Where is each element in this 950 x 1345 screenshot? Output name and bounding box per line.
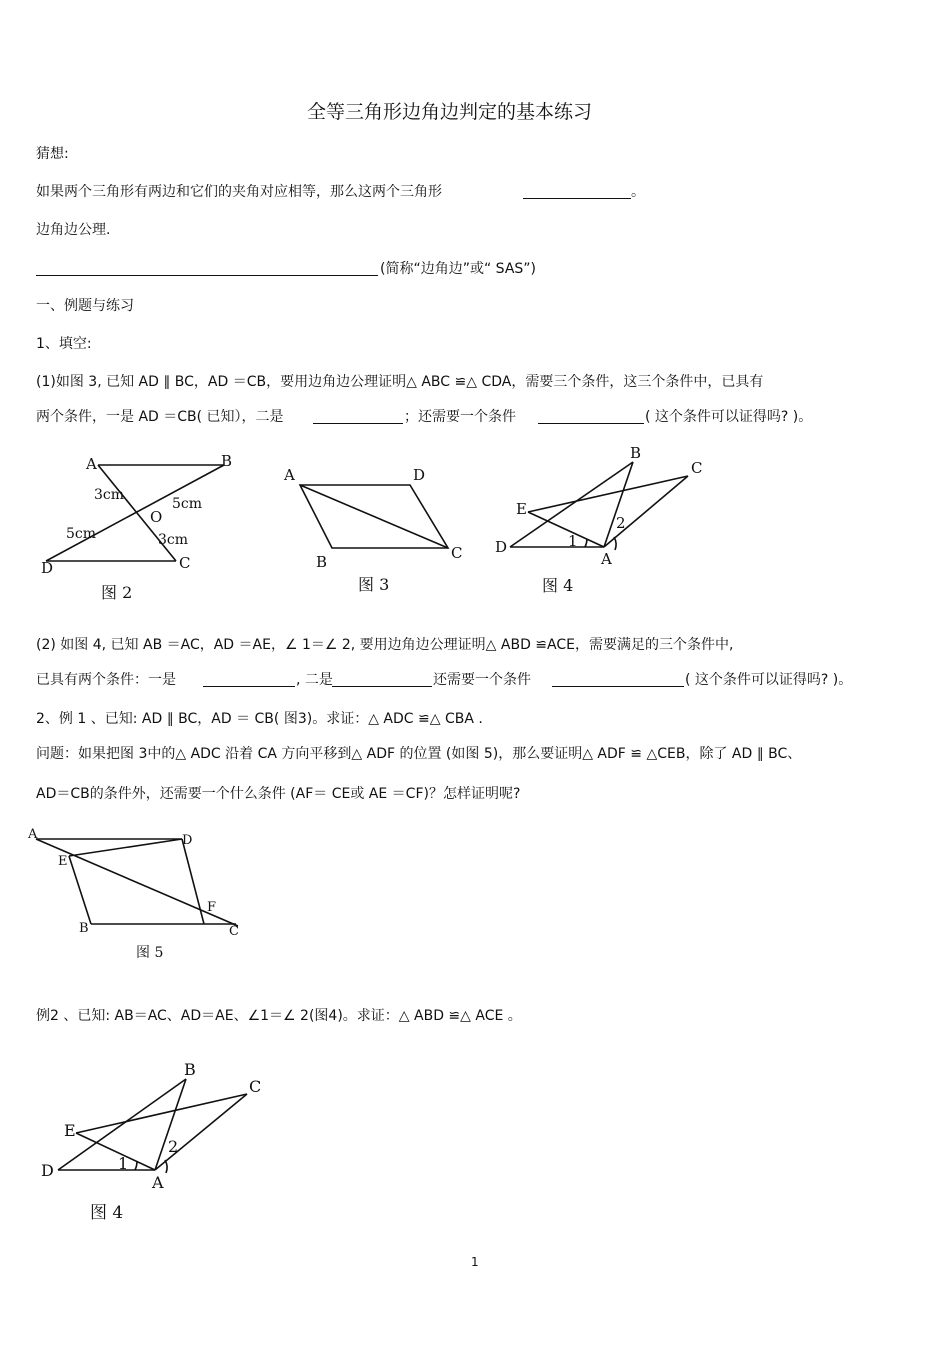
guess-label: 猜想: [36,146,69,162]
fig2-len-bo: 5cm [172,496,203,512]
segment-bd [46,465,224,561]
q1-2-line2b: , 二是 [296,672,333,688]
q1-1-line2a: 两个条件，一是 AD ＝CB( 已知），二是 [36,409,284,425]
fig4-label-b: B [630,444,642,462]
fig4-angle-1: 1 [568,532,578,550]
angle-1-arc [585,539,587,547]
segment-eb [69,856,91,924]
q1-1-line2c: ( 这个条件可以证得吗? )。 [645,409,813,425]
segment-ed [69,839,182,856]
figure-4 [490,440,720,600]
figure-2 [36,448,233,608]
fig5-label-f: F [207,900,217,915]
fig5-label-b: B [79,921,89,936]
q1-2-line2a: 已具有两个条件：一是 [36,672,176,688]
q1-1-blank1[interactable] [313,410,403,424]
figure-4-repeat [38,1060,268,1230]
fig4-label-e: E [516,500,527,518]
fig4-angle-2: 2 [616,514,626,532]
q1-1-blank2[interactable] [538,410,644,424]
q1-2-line1: (2) 如图 4, 已知 AB ＝AC，AD ＝AE，∠ 1＝∠ 2, 要用边角边公理证明△ ABD ≌ACE，需要满足的三个条件中, [36,637,734,653]
diagonal-ac [300,485,448,548]
fig4b-caption: 图 4 [90,1203,124,1223]
fig3-label-b: B [316,553,328,571]
fig3-label-c: C [451,544,463,562]
angle-2-arc [614,537,616,550]
guess-blank[interactable] [523,185,631,199]
fig5-label-e: E [58,854,68,869]
fig2-label-d: D [41,559,54,577]
q1-1-line1: (1)如图 3, 已知 AD ∥ BC，AD ＝CB，要用边角边公理证明△ ABC ≌△ CDA，需要三个条件，这三个条件中，已具有 [36,374,764,390]
angle-2-arc [165,1160,167,1173]
fig4-caption: 图 4 [542,576,574,595]
fig2-caption: 图 2 [101,583,133,602]
fig2-len-ao: 3cm [94,487,125,503]
q1-2-blank2[interactable] [332,673,432,687]
segment-ac [155,1094,247,1170]
fig4-label-c: C [691,459,703,477]
angle-1-arc [135,1161,137,1170]
fig3-label-d: D [413,466,426,484]
axiom-blank[interactable] [36,262,378,276]
fig4-label-d: D [495,538,508,556]
segment-ec [528,476,688,512]
axiom-label: 边角边公理. [36,222,111,238]
fig5-label-c: C [229,924,239,939]
q1-2-line2d: ( 这个条件可以证得吗? )。 [685,672,853,688]
fig4b-label-c: C [249,1077,262,1096]
fig3-label-a: A [284,466,295,484]
fig2-label-b: B [221,452,233,470]
q1-label: 1、填空: [36,336,92,352]
page-number: 1 [471,1255,479,1269]
guess-end: 。 [631,184,645,200]
segment-ec [76,1094,247,1133]
q1-2-blank1[interactable] [203,673,295,687]
fig2-len-do: 5cm [66,526,97,542]
fig4b-label-d: D [41,1161,54,1180]
ex1-line3: AD＝CB的条件外，还需要一个什么条件 (AF＝ CE或 AE ＝CF)？怎样证明呢? [36,786,521,802]
ex2-line: 例2 、已知: AB＝AC、AD＝AE、∠1＝∠ 2(图4)。求证：△ ABD ≌△ ACE 。 [36,1008,522,1024]
fig2-len-co: 3cm [158,532,189,548]
q1-2-blank3[interactable] [552,673,684,687]
fig2-label-c: C [179,554,191,572]
fig4b-label-e: E [64,1121,76,1140]
segment-ea [528,512,604,547]
fig4b-angle-1: 1 [118,1154,129,1173]
fig5-label-d: D [182,833,193,848]
fig5-label-a: A [28,827,38,842]
fig4b-label-a: A [152,1173,164,1192]
figure-5 [26,826,256,966]
figure-3 [280,460,470,600]
ex1-line2: 问题：如果把图 3中的△ ADC 沿着 CA 方向平移到△ ADF 的位置 (如图 5)，那么要证明△ ADF ≌ △CEB，除了 AD ∥ BC、 [36,746,802,762]
page-title: 全等三角形边角边判定的基本练习 [307,101,593,123]
q1-2-line2c: 还需要一个条件 [433,672,531,688]
fig2-label-a: A [86,455,97,473]
fig4b-label-b: B [184,1060,196,1079]
segment-dc [182,839,204,924]
fig4-label-a: A [601,550,612,568]
fig3-caption: 图 3 [358,575,390,594]
fig5-caption: 图 5 [136,945,164,961]
fig4b-angle-2: 2 [168,1137,179,1156]
q1-1-line2b: ；还需要一个条件 [404,409,516,425]
fig2-label-o: O [150,508,163,526]
section-heading: 一、例题与练习 [36,298,134,314]
ex1-line1: 2、例 1 、已知: AD ∥ BC，AD ＝ CB( 图3)。求证：△ ADC ≌△ CBA . [36,711,483,727]
axiom-note: (简称“边角边”或“ SAS”) [380,261,536,277]
segment-ea [76,1133,155,1170]
guess-text: 如果两个三角形有两边和它们的夹角对应相等，那么这两个三角形 [36,184,442,200]
